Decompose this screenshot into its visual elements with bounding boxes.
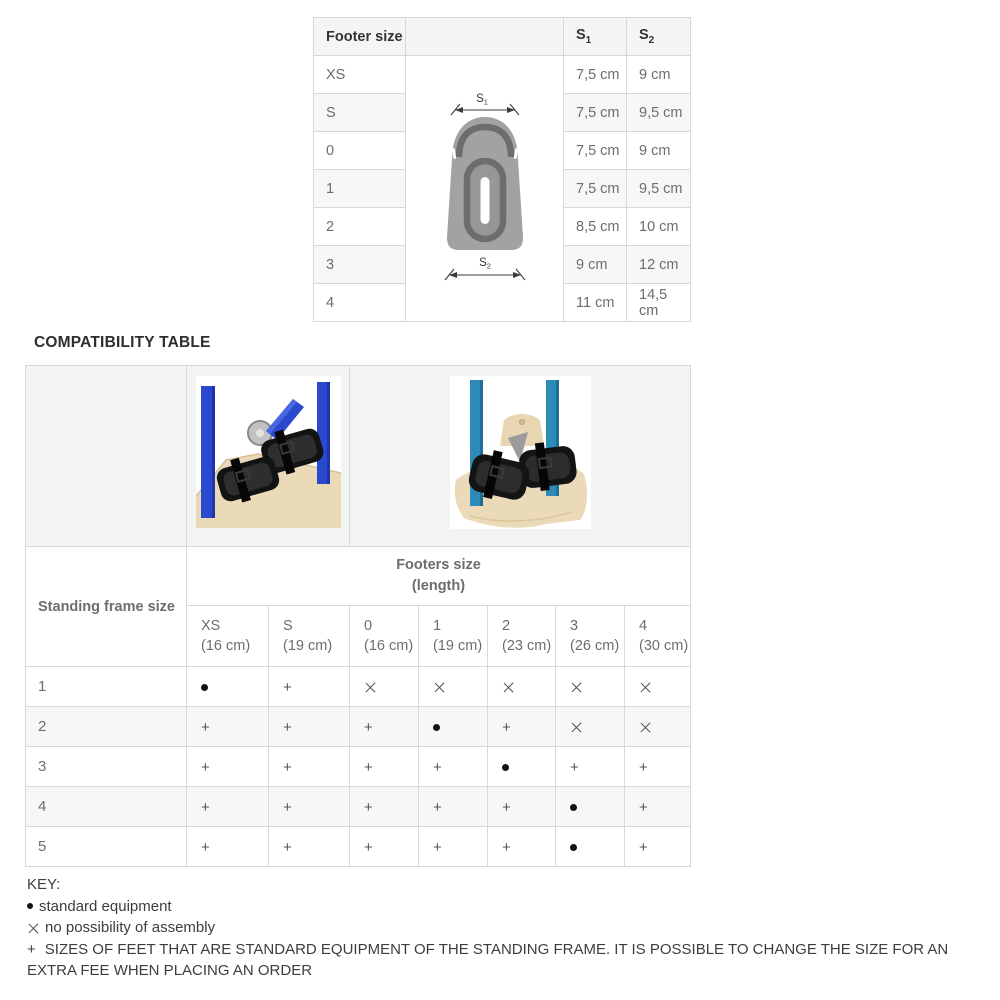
plus-symbol: +	[283, 758, 292, 776]
key-item-standard-equipment	[27, 896, 990, 918]
compat-row	[26, 707, 691, 747]
corner-cell	[26, 366, 187, 547]
plus-symbol: +	[364, 718, 373, 736]
photo-row	[26, 366, 691, 547]
key-item-text: no possibility of assembly	[45, 919, 216, 936]
column-label: 1	[433, 618, 442, 634]
compat-cell-plus	[350, 827, 419, 867]
key-item-text: SIZES OF FEET THAT ARE STANDARD EQUIPMENT OF THE STANDING FRAME. IT IS POSSIBLE TO CHANGE THE SIZE FOR AN EXTRA FEE WHEN PLACING AN ORDER	[27, 940, 949, 980]
plus-symbol: +	[502, 718, 511, 736]
frame-size-label: 3	[26, 747, 187, 787]
compat-cell-x	[419, 667, 488, 707]
plus-symbol: +	[502, 798, 511, 816]
compat-cell-dot	[419, 707, 488, 747]
frame-size-label: 2	[26, 707, 187, 747]
plus-symbol: +	[639, 838, 648, 856]
compat-cell-plus	[187, 747, 269, 787]
compat-cell-dot	[556, 787, 625, 827]
compat-cell-plus	[419, 747, 488, 787]
plus-symbol: +	[433, 838, 442, 856]
compat-cell-plus	[269, 787, 350, 827]
compat-cell-plus	[269, 827, 350, 867]
footer-size-header: Footer size	[314, 18, 406, 56]
footer-dimensions-diagram	[433, 87, 537, 287]
footer-size-table	[313, 17, 691, 322]
footer-size-column-header	[350, 606, 419, 667]
compat-cell-plus	[187, 707, 269, 747]
compat-cell-plus	[187, 787, 269, 827]
plus-symbol: +	[433, 758, 442, 776]
footers-photo-2	[450, 376, 591, 529]
plus-symbol: +	[201, 718, 210, 736]
plus-symbol: +	[201, 838, 210, 856]
column-label: XS	[201, 618, 221, 634]
size-cell: S	[314, 94, 406, 132]
s1-dimension-label: $S_1$	[475, 92, 488, 106]
compat-cell-dot	[556, 827, 625, 867]
compat-cell-plus	[269, 667, 350, 707]
footer-size-column-header	[625, 606, 691, 667]
s2-header: $S_2$	[627, 18, 691, 56]
photo-cell-left	[187, 366, 350, 547]
x-symbol	[27, 922, 40, 935]
footer-size-column-header	[187, 606, 269, 667]
compat-row	[26, 747, 691, 787]
column-length: (23 cm)	[502, 638, 552, 654]
product-photo-footers-blue-frame	[196, 376, 341, 528]
s1-value-cell: 7,5 cm	[564, 170, 627, 208]
s2-value-cell: 9 cm	[627, 56, 691, 94]
compat-cell-plus	[269, 747, 350, 787]
size-cell: XS	[314, 56, 406, 94]
column-label: S	[283, 618, 293, 634]
s1-value-cell: 11 cm	[564, 284, 627, 322]
plus-symbol: +	[502, 838, 511, 856]
plus-symbol: +	[201, 758, 210, 776]
table-row	[314, 56, 691, 94]
plus-symbol: +	[639, 798, 648, 816]
no-assembly-x	[639, 721, 652, 734]
compat-cell-plus	[625, 787, 691, 827]
standard-equipment-dot	[433, 724, 440, 731]
compat-cell-plus	[625, 827, 691, 867]
no-assembly-x	[364, 681, 377, 694]
size-table-header-row	[314, 18, 691, 56]
compat-cell-plus	[488, 707, 556, 747]
compat-cell-x	[556, 667, 625, 707]
s2-value-cell: 14,5 cm	[627, 284, 691, 322]
compat-cell-plus	[625, 747, 691, 787]
standard-equipment-dot	[502, 764, 509, 771]
s1-value-cell: 7,5 cm	[564, 132, 627, 170]
column-length: (19 cm)	[433, 638, 483, 654]
size-cell: 4	[314, 284, 406, 322]
no-assembly-x	[433, 681, 446, 694]
no-assembly-x	[502, 681, 515, 694]
column-length: (16 cm)	[201, 638, 251, 654]
compatibility-table	[25, 365, 691, 867]
standard-equipment-dot	[570, 804, 577, 811]
photo-cell-right	[350, 366, 691, 547]
size-cell: 0	[314, 132, 406, 170]
frame-size-label: 1	[26, 667, 187, 707]
plus-symbol: +	[283, 718, 292, 736]
frame-size-label: 5	[26, 827, 187, 867]
column-length: (26 cm)	[570, 638, 620, 654]
compat-cell-plus	[350, 707, 419, 747]
column-length: (30 cm)	[639, 638, 689, 654]
frame-size-label: 4	[26, 787, 187, 827]
compat-cell-x	[556, 707, 625, 747]
column-length: (19 cm)	[283, 638, 333, 654]
s2-value-cell: 9,5 cm	[627, 170, 691, 208]
compat-cell-plus	[419, 787, 488, 827]
plus-symbol: +	[201, 798, 210, 816]
s1-value-cell: 7,5 cm	[564, 56, 627, 94]
screw	[519, 420, 524, 425]
s2-value-cell: 9 cm	[627, 132, 691, 170]
no-assembly-x	[639, 681, 652, 694]
plus-symbol: +	[283, 678, 292, 696]
footers-size-header-line1: Footers size	[396, 557, 481, 573]
compat-cell-x	[488, 667, 556, 707]
plus-symbol: +	[433, 798, 442, 816]
column-length: (16 cm)	[364, 638, 414, 654]
plus-symbol: +	[283, 798, 292, 816]
dot-symbol	[27, 903, 33, 909]
product-photo-footers-teal-frame	[450, 376, 591, 529]
compat-tbody	[26, 366, 691, 867]
compat-row	[26, 827, 691, 867]
key-legend	[27, 874, 990, 982]
plus-symbol: +	[364, 838, 373, 856]
center-slot	[480, 177, 489, 224]
size-cell: 2	[314, 208, 406, 246]
plus-symbol: +	[364, 758, 373, 776]
column-label: 0	[364, 618, 373, 634]
footers-photo-1	[196, 376, 341, 528]
compat-cell-plus	[350, 787, 419, 827]
plus-symbol: +	[27, 940, 36, 958]
plus-symbol: +	[364, 798, 373, 816]
column-label: 3	[570, 618, 579, 634]
compat-cell-plus	[350, 747, 419, 787]
compat-cell-dot	[488, 747, 556, 787]
diagram-header-empty	[406, 18, 564, 56]
compat-cell-x	[625, 707, 691, 747]
column-label: 2	[502, 618, 511, 634]
key-item-no-assembly	[27, 917, 990, 939]
footer-diagram-cell	[406, 56, 564, 322]
footer-size-column-header	[556, 606, 625, 667]
compat-cell-dot	[187, 667, 269, 707]
size-cell: 3	[314, 246, 406, 284]
compat-cell-plus	[488, 827, 556, 867]
key-title: KEY:	[27, 876, 61, 893]
plus-symbol: +	[639, 758, 648, 776]
key-item-plus	[27, 939, 990, 982]
s1-value-cell: 7,5 cm	[564, 94, 627, 132]
post-shadow	[212, 386, 215, 518]
s1-value-cell: 8,5 cm	[564, 208, 627, 246]
standard-equipment-dot	[570, 844, 577, 851]
standing-frame-size-header: Standing frame size	[26, 547, 187, 667]
s2-value-cell: 9,5 cm	[627, 94, 691, 132]
plus-symbol: +	[283, 838, 292, 856]
compat-cell-x	[625, 667, 691, 707]
column-label: 4	[639, 618, 648, 634]
compat-cell-plus	[269, 707, 350, 747]
compat-cell-x	[350, 667, 419, 707]
wheel-hub	[256, 429, 264, 437]
s1-header: $S_1$	[564, 18, 627, 56]
post-shadow	[327, 382, 330, 484]
no-assembly-x	[570, 681, 583, 694]
footer-size-column-header	[419, 606, 488, 667]
compat-cell-plus	[488, 787, 556, 827]
compatibility-table-heading: COMPATIBILITY TABLE	[34, 334, 211, 351]
s2-value-cell: 10 cm	[627, 208, 691, 246]
compat-cell-plus	[419, 827, 488, 867]
compat-cell-plus	[187, 827, 269, 867]
footers-size-header-line2: (length)	[411, 578, 466, 594]
s2-value-cell: 12 cm	[627, 246, 691, 284]
compat-cell-plus	[556, 747, 625, 787]
compat-row	[26, 787, 691, 827]
s1-value-cell: 9 cm	[564, 246, 627, 284]
s2-dimension-label: $S_2$	[478, 256, 491, 270]
footer-size-column-header	[488, 606, 556, 667]
no-assembly-x	[570, 721, 583, 734]
size-cell: 1	[314, 170, 406, 208]
footer-size-column-header	[269, 606, 350, 667]
group-header-row	[26, 547, 691, 606]
key-item-text: standard equipment	[39, 897, 172, 915]
plus-symbol: +	[570, 758, 579, 776]
footers-size-header	[187, 547, 691, 606]
standard-equipment-dot	[201, 684, 208, 691]
compat-row	[26, 667, 691, 707]
